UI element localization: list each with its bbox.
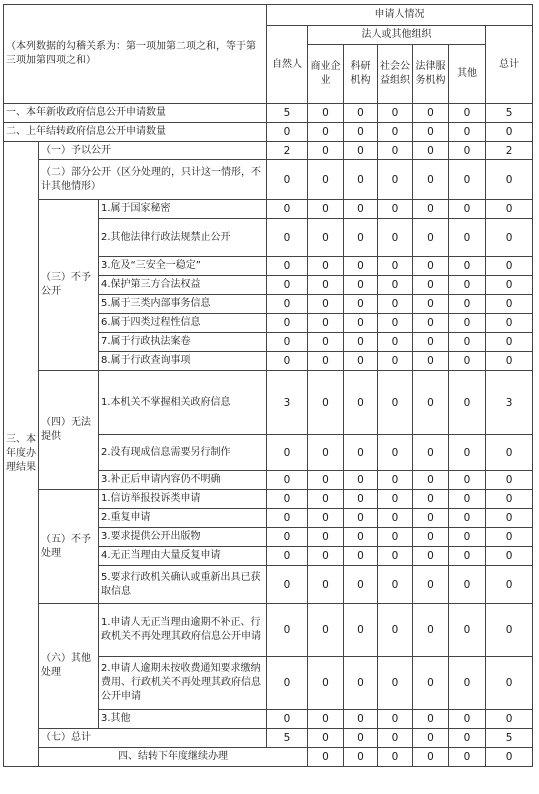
group-label: （六）其他处理 — [39, 604, 99, 729]
group-label: （五）不予处理 — [39, 490, 99, 604]
cell: 0 — [413, 710, 449, 729]
cell: 0 — [267, 257, 308, 276]
cell: 0 — [486, 352, 533, 371]
cell: 0 — [486, 333, 533, 352]
cell: 0 — [308, 748, 344, 767]
cell: 0 — [344, 729, 378, 748]
cell: 0 — [308, 257, 344, 276]
cell: 0 — [344, 657, 378, 710]
cell: 5 — [486, 104, 533, 123]
cell: 0 — [308, 657, 344, 710]
cell: 0 — [449, 314, 486, 333]
item-label: 2.其他法律行政法规禁止公开 — [99, 219, 267, 257]
cell: 0 — [449, 276, 486, 295]
cell: 0 — [449, 547, 486, 566]
cell: 0 — [486, 123, 533, 142]
cell: 0 — [486, 276, 533, 295]
cell: 0 — [449, 123, 486, 142]
cell: 0 — [308, 528, 344, 547]
item-label: 1.申请人无正当理由逾期不补正、行政机关不再处理其政府信息公开申请 — [99, 604, 267, 657]
cell: 0 — [486, 257, 533, 276]
cell: 0 — [413, 123, 449, 142]
item-label: 5.要求行政机关确认或重新出具已获取信息 — [99, 566, 267, 604]
cell: 5 — [267, 104, 308, 123]
cell: 0 — [267, 435, 308, 471]
cell: 0 — [449, 729, 486, 748]
cell: 0 — [344, 276, 378, 295]
item-label: 3.其他 — [99, 710, 267, 729]
cell: 0 — [378, 710, 413, 729]
cell: 0 — [344, 104, 378, 123]
row-s4 — [4, 748, 533, 767]
cell: 0 — [449, 748, 486, 767]
cell: 0 — [344, 748, 378, 767]
cell: 0 — [378, 435, 413, 471]
item-label: 6.属于四类过程性信息 — [99, 314, 267, 333]
cell: 0 — [378, 604, 413, 657]
cell: 5 — [486, 729, 533, 748]
cell: 0 — [449, 371, 486, 435]
cell: 0 — [308, 200, 344, 219]
cell: 0 — [344, 200, 378, 219]
cell: 0 — [267, 160, 308, 200]
item-label: 7.属于行政执法案卷 — [99, 333, 267, 352]
cell: 0 — [308, 435, 344, 471]
cell: 0 — [486, 435, 533, 471]
cell: 0 — [378, 528, 413, 547]
section-label: 四、结转下年度继续办理 — [39, 748, 308, 767]
cell: 0 — [413, 657, 449, 710]
cell: 0 — [413, 219, 449, 257]
cell: 0 — [449, 333, 486, 352]
item-label: 3.危及“三安全一稳定” — [99, 257, 267, 276]
row-g1 — [4, 142, 533, 160]
cell: 0 — [308, 276, 344, 295]
cell: 0 — [413, 160, 449, 200]
item-label: 8.属于行政查询事项 — [99, 352, 267, 371]
cell: 0 — [413, 371, 449, 435]
cell: 0 — [486, 528, 533, 547]
row-s1 — [4, 104, 533, 123]
cell: 0 — [413, 604, 449, 657]
cell: 0 — [413, 142, 449, 160]
row-g6-item — [4, 604, 533, 657]
cell: 0 — [378, 142, 413, 160]
row-g3-item — [4, 200, 533, 219]
cell: 0 — [308, 123, 344, 142]
cell: 0 — [344, 710, 378, 729]
cell: 0 — [413, 200, 449, 219]
row-g4-item — [4, 371, 533, 435]
header-org-group: 法人或其他组织 — [308, 26, 486, 45]
cell: 0 — [308, 295, 344, 314]
cell: 0 — [344, 314, 378, 333]
cell: 0 — [378, 200, 413, 219]
item-label: 4.无正当理由大量反复申请 — [99, 547, 267, 566]
cell: 0 — [413, 276, 449, 295]
cell: 0 — [378, 276, 413, 295]
cell: 0 — [413, 295, 449, 314]
cell: 0 — [378, 333, 413, 352]
cell: 0 — [486, 547, 533, 566]
header-business: 商业企业 — [308, 45, 344, 104]
group-label: （一）予以公开 — [39, 142, 267, 160]
cell: 0 — [378, 566, 413, 604]
cell: 0 — [413, 748, 449, 767]
header-social: 社会公益组织 — [378, 45, 413, 104]
item-label: 1.信访举报投诉类申请 — [99, 490, 267, 509]
cell: 2 — [267, 142, 308, 160]
cell: 0 — [486, 657, 533, 710]
row-s2 — [4, 123, 533, 142]
cell: 0 — [267, 657, 308, 710]
item-label: 1.本机关不掌握相关政府信息 — [99, 371, 267, 435]
group-label: （四）无法提供 — [39, 371, 99, 490]
cell: 0 — [308, 371, 344, 435]
cell: 0 — [449, 710, 486, 729]
cell: 0 — [344, 142, 378, 160]
item-label: 2.申请人逾期未按收费通知要求缴纳费用、行政机关不再处理其政府信息公开申请 — [99, 657, 267, 710]
cell: 0 — [449, 352, 486, 371]
cell: 0 — [344, 528, 378, 547]
cell: 0 — [378, 104, 413, 123]
cell: 0 — [344, 509, 378, 528]
cell: 0 — [378, 509, 413, 528]
cell: 0 — [378, 657, 413, 710]
header-research: 科研机构 — [344, 45, 378, 104]
section-label: 二、上年结转政府信息公开申请数量 — [4, 123, 267, 142]
cell: 0 — [486, 490, 533, 509]
cell: 0 — [413, 729, 449, 748]
cell: 0 — [378, 160, 413, 200]
header-total: 总计 — [486, 26, 533, 104]
cell: 0 — [344, 333, 378, 352]
cell: 0 — [344, 160, 378, 200]
cell: 0 — [267, 566, 308, 604]
cell: 0 — [449, 490, 486, 509]
cell: 0 — [449, 509, 486, 528]
cell: 0 — [267, 352, 308, 371]
cell: 0 — [344, 123, 378, 142]
cell: 0 — [267, 333, 308, 352]
cell: 0 — [308, 604, 344, 657]
item-label: 3.补正后申请内容仍不明确 — [99, 471, 267, 490]
cell: 0 — [449, 219, 486, 257]
group-label: （二）部分公开（区分处理的，只计这一情形，不计其他情形） — [39, 160, 267, 200]
cell: 0 — [413, 528, 449, 547]
cell: 0 — [344, 435, 378, 471]
cell: 0 — [486, 200, 533, 219]
cell: 0 — [486, 604, 533, 657]
cell: 0 — [267, 314, 308, 333]
cell: 0 — [267, 710, 308, 729]
group-label: （三）不予公开 — [39, 200, 99, 371]
cell: 0 — [308, 547, 344, 566]
cell: 0 — [344, 490, 378, 509]
cell: 0 — [267, 471, 308, 490]
cell: 0 — [413, 547, 449, 566]
cell: 0 — [486, 748, 533, 767]
cell: 0 — [449, 435, 486, 471]
cell: 0 — [344, 371, 378, 435]
cell: 0 — [486, 160, 533, 200]
cell: 0 — [267, 295, 308, 314]
cell: 0 — [344, 352, 378, 371]
cell: 0 — [378, 547, 413, 566]
cell: 0 — [308, 352, 344, 371]
cell: 0 — [344, 566, 378, 604]
cell: 0 — [267, 547, 308, 566]
cell: 0 — [344, 219, 378, 257]
cell: 0 — [378, 748, 413, 767]
cell: 0 — [308, 490, 344, 509]
cell: 0 — [413, 352, 449, 371]
statistics-table — [3, 4, 533, 767]
group-label: （七）总计 — [39, 729, 267, 748]
cell: 0 — [267, 509, 308, 528]
section-label: 一、本年新收政府信息公开申请数量 — [4, 104, 267, 123]
cell: 0 — [308, 142, 344, 160]
cell: 0 — [308, 160, 344, 200]
cell: 0 — [267, 200, 308, 219]
row-g5-item — [4, 490, 533, 509]
cell: 0 — [308, 566, 344, 604]
cell: 0 — [413, 257, 449, 276]
cell: 0 — [486, 471, 533, 490]
cell: 0 — [267, 219, 308, 257]
cell: 0 — [344, 604, 378, 657]
cell: 0 — [344, 257, 378, 276]
cell: 0 — [344, 471, 378, 490]
cell: 5 — [267, 729, 308, 748]
header-note: （本列数据的勾稽关系为：第一项加第二项之和，等于第三项加第四项之和） — [4, 5, 267, 104]
cell: 0 — [378, 314, 413, 333]
header-applicant: 申请人情况 — [267, 5, 533, 26]
cell: 0 — [308, 333, 344, 352]
cell: 0 — [449, 295, 486, 314]
cell: 0 — [378, 352, 413, 371]
header-natural: 自然人 — [267, 26, 308, 104]
cell: 0 — [267, 276, 308, 295]
cell: 0 — [308, 219, 344, 257]
cell: 0 — [413, 471, 449, 490]
cell: 0 — [267, 604, 308, 657]
item-label: 2.重复申请 — [99, 509, 267, 528]
cell: 0 — [308, 104, 344, 123]
cell: 0 — [413, 104, 449, 123]
cell: 0 — [449, 528, 486, 547]
row-g2 — [4, 160, 533, 200]
cell: 0 — [413, 490, 449, 509]
cell: 0 — [267, 123, 308, 142]
cell: 0 — [449, 142, 486, 160]
cell: 0 — [267, 490, 308, 509]
cell: 0 — [449, 200, 486, 219]
cell: 0 — [486, 509, 533, 528]
cell: 0 — [486, 710, 533, 729]
item-label: 3.要求提供公开出版物 — [99, 528, 267, 547]
cell: 0 — [308, 471, 344, 490]
cell: 0 — [308, 729, 344, 748]
cell: 0 — [308, 314, 344, 333]
cell: 0 — [413, 333, 449, 352]
cell: 0 — [344, 547, 378, 566]
cell: 0 — [378, 295, 413, 314]
cell: 0 — [344, 295, 378, 314]
cell: 0 — [449, 471, 486, 490]
cell: 0 — [378, 490, 413, 509]
item-label: 5.属于三类内部事务信息 — [99, 295, 267, 314]
cell: 0 — [449, 160, 486, 200]
cell: 0 — [267, 528, 308, 547]
header-other: 其他 — [449, 45, 486, 104]
cell: 0 — [378, 219, 413, 257]
row-g7 — [4, 729, 533, 748]
cell: 0 — [378, 371, 413, 435]
cell: 3 — [267, 371, 308, 435]
cell: 0 — [378, 123, 413, 142]
cell: 0 — [378, 729, 413, 748]
item-label: 1.属于国家秘密 — [99, 200, 267, 219]
cell: 0 — [413, 435, 449, 471]
cell: 2 — [486, 142, 533, 160]
cell: 0 — [486, 295, 533, 314]
cell: 0 — [449, 604, 486, 657]
cell: 0 — [308, 710, 344, 729]
cell: 0 — [449, 566, 486, 604]
item-label: 4.保护第三方合法权益 — [99, 276, 267, 295]
header-legal: 法律服务机构 — [413, 45, 449, 104]
cell: 0 — [449, 657, 486, 710]
cell: 0 — [486, 219, 533, 257]
cell: 0 — [449, 104, 486, 123]
cell: 0 — [413, 509, 449, 528]
cell: 0 — [413, 314, 449, 333]
cell: 0 — [486, 566, 533, 604]
cell: 0 — [413, 566, 449, 604]
cell: 0 — [378, 471, 413, 490]
cell: 0 — [308, 509, 344, 528]
cell: 3 — [486, 371, 533, 435]
cell: 0 — [378, 257, 413, 276]
section-3-label: 三、本年度办理结果 — [4, 142, 39, 767]
item-label: 2.没有现成信息需要另行制作 — [99, 435, 267, 471]
cell: 0 — [486, 314, 533, 333]
cell: 0 — [449, 257, 486, 276]
